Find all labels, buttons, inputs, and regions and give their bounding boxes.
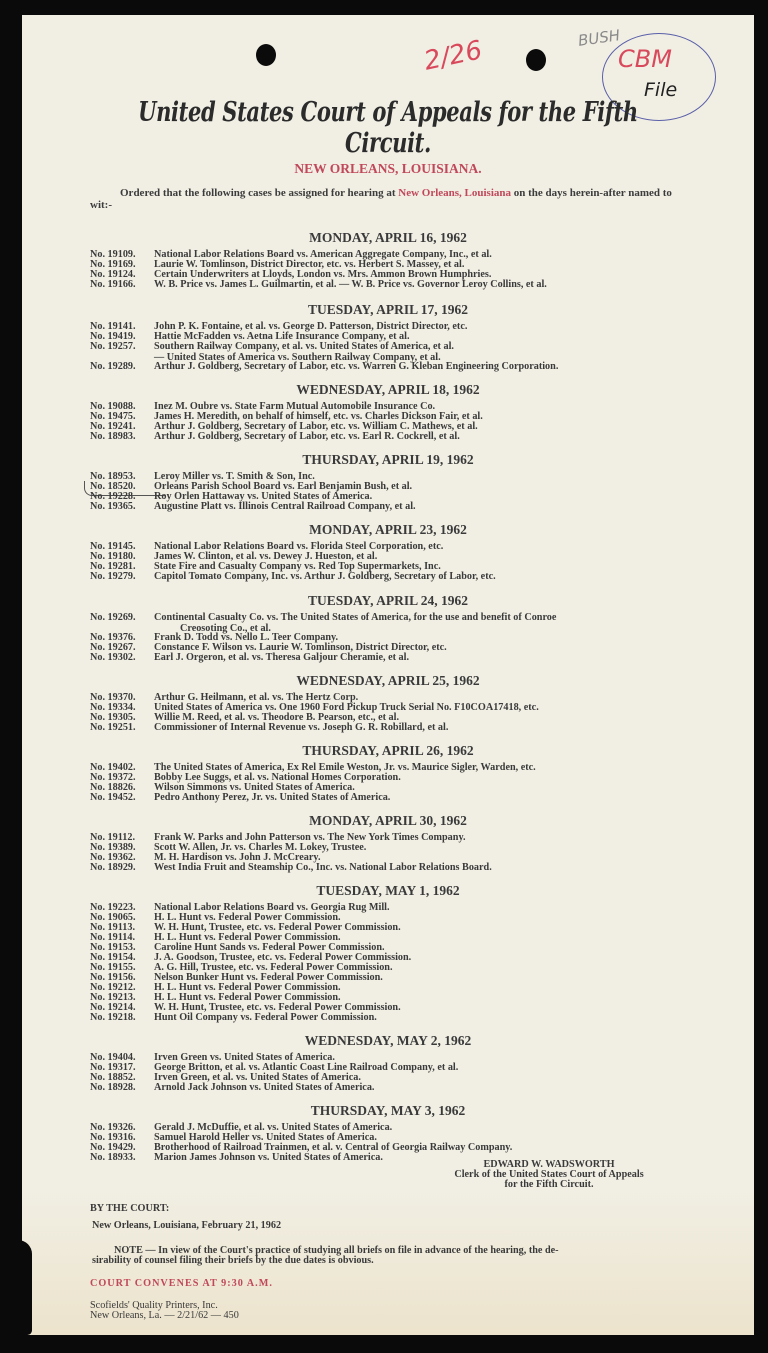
case-title: Earl J. Orgeron, et al. vs. Theresa Galjour Cheramie, et al. bbox=[154, 652, 410, 663]
case-number: No. 19155. bbox=[90, 962, 136, 973]
case-row bbox=[90, 793, 710, 803]
case-number: No. 19154. bbox=[90, 952, 136, 963]
day-heading: TUESDAY, APRIL 24, 1962 bbox=[308, 593, 468, 608]
case-number: No. 19372. bbox=[90, 772, 136, 783]
case-title: United States of America vs. One 1960 Ford Pickup Truck Serial No. F10COA17418, etc. bbox=[154, 702, 539, 713]
case-title: Orleans Parish School Board vs. Earl Benjamin Bush, et al. bbox=[154, 481, 413, 492]
case-number: No. 19166. bbox=[90, 279, 136, 290]
case-number: No. 19214. bbox=[90, 1002, 136, 1013]
case-number: No. 18929. bbox=[90, 862, 136, 873]
clerk-title-line2: for the Fifth Circuit. bbox=[504, 1179, 594, 1190]
case-number: No. 18983. bbox=[90, 431, 136, 442]
handwritten-date: 2/26 bbox=[421, 35, 485, 77]
day-heading: WEDNESDAY, MAY 2, 1962 bbox=[304, 1033, 472, 1048]
case-title: James W. Clinton, et al. vs. Dewey J. Hueston, et al. bbox=[154, 551, 378, 562]
case-number: No. 19267. bbox=[90, 642, 136, 653]
case-row bbox=[90, 613, 710, 623]
note-line2: sirability of counsel filing their briefs by the due dates is obvious. bbox=[92, 1255, 374, 1266]
case-title: Laurie W. Tomlinson, District Director, etc. vs. Herbert S. Massey, et al. bbox=[154, 259, 465, 270]
case-title-continuation: Creosoting Co., et al. bbox=[180, 623, 271, 634]
case-title: Irven Green, et al. vs. United States of America. bbox=[154, 1072, 361, 1083]
case-title: Augustine Platt vs. Illinois Central Railroad Company, et al. bbox=[154, 501, 416, 512]
case-title: Arthur J. Goldberg, Secretary of Labor, etc. vs. Warren G. Kleban Engineering Corporation. bbox=[154, 361, 559, 372]
day-heading: THURSDAY, APRIL 26, 1962 bbox=[302, 743, 474, 758]
case-number: No. 19289. bbox=[90, 361, 136, 372]
case-number: No. 19124. bbox=[90, 269, 136, 280]
punch-hole-right bbox=[526, 49, 546, 71]
case-title: Gerald J. McDuffie, et al. vs. United States of America. bbox=[154, 1122, 393, 1133]
case-title: Leroy Miller vs. T. Smith & Son, Inc. bbox=[154, 471, 315, 482]
court-city: NEW ORLEANS, LOUISIANA. bbox=[294, 161, 482, 176]
case-title: Southern Railway Company, et al. vs. United States of America, et al. bbox=[154, 341, 454, 352]
case-number: No. 19145. bbox=[90, 541, 136, 552]
case-row bbox=[90, 362, 710, 372]
case-title: H. L. Hunt vs. Federal Power Commission. bbox=[154, 982, 341, 993]
case-row bbox=[90, 432, 710, 442]
case-number: No. 19212. bbox=[90, 982, 136, 993]
case-title: Arthur J. Goldberg, Secretary of Labor, etc. vs. Earl R. Cockrell, et al. bbox=[154, 431, 460, 442]
case-row bbox=[90, 1083, 710, 1093]
case-number: No. 19281. bbox=[90, 561, 136, 572]
day-heading: MONDAY, APRIL 30, 1962 bbox=[309, 813, 467, 828]
case-number: No. 19153. bbox=[90, 942, 136, 953]
case-title: George Britton, et al. vs. Atlantic Coast Line Railroad Company, et al. bbox=[154, 1062, 459, 1073]
case-number: No. 19218. bbox=[90, 1012, 136, 1023]
case-title: Marion James Johnson vs. United States of America. bbox=[154, 1152, 383, 1163]
case-number: No. 19452. bbox=[90, 792, 136, 803]
day-heading: TUESDAY, APRIL 17, 1962 bbox=[308, 302, 468, 317]
order-location: New Orleans, Louisiana bbox=[398, 187, 512, 199]
case-title: Scott W. Allen, Jr. vs. Charles M. Lokey, Trustee. bbox=[154, 842, 367, 853]
case-title: H. L. Hunt vs. Federal Power Commission. bbox=[154, 912, 341, 923]
case-title: Brotherhood of Railroad Trainmen, et al. v. Central of Georgia Railway Company. bbox=[154, 1142, 513, 1153]
handwritten-name: BUSH bbox=[576, 26, 622, 50]
case-number: No. 19156. bbox=[90, 972, 136, 983]
case-number: No. 19251. bbox=[90, 722, 136, 733]
case-title: Arnold Jack Johnson vs. United States of America. bbox=[154, 1082, 375, 1093]
clerk-title-line1: Clerk of the United States Court of Appeals bbox=[454, 1169, 644, 1180]
day-heading: MONDAY, APRIL 16, 1962 bbox=[309, 230, 467, 245]
case-number: No. 19404. bbox=[90, 1052, 136, 1063]
case-title: National Labor Relations Board vs. Florida Steel Corporation, etc. bbox=[154, 541, 444, 552]
case-title: Willie M. Reed, et al. vs. Theodore B. Pearson, etc., et al. bbox=[154, 712, 400, 723]
case-number: No. 19169. bbox=[90, 259, 136, 270]
day-heading: THURSDAY, MAY 3, 1962 bbox=[310, 1103, 466, 1118]
case-title: Hattie McFadden vs. Aetna Life Insurance Company, et al. bbox=[154, 331, 410, 342]
case-row bbox=[90, 653, 710, 663]
case-title: Frank D. Todd vs. Nello L. Teer Company. bbox=[154, 632, 339, 643]
torn-edge bbox=[18, 1240, 32, 1335]
place-date: New Orleans, Louisiana, February 21, 1962 bbox=[92, 1220, 282, 1231]
case-row bbox=[90, 280, 710, 290]
case-number: No. 19316. bbox=[90, 1132, 136, 1143]
day-heading: THURSDAY, APRIL 19, 1962 bbox=[302, 452, 474, 467]
case-title: Samuel Harold Heller vs. United States of America. bbox=[154, 1132, 377, 1143]
day-heading: WEDNESDAY, APRIL 25, 1962 bbox=[296, 673, 480, 688]
case-number: No. 19088. bbox=[90, 401, 136, 412]
case-number: No. 19141. bbox=[90, 321, 136, 332]
case-title: State Fire and Casualty Company vs. Red Top Supermarkets, Inc. bbox=[154, 561, 441, 572]
case-number: No. 19370. bbox=[90, 692, 136, 703]
court-title: United States Court of Appeals for the Fifth Circuit. bbox=[138, 97, 638, 159]
case-number: No. 18852. bbox=[90, 1072, 136, 1083]
case-title: West India Fruit and Steamship Co., Inc. vs. National Labor Relations Board. bbox=[154, 862, 492, 873]
case-number: No. 18928. bbox=[90, 1082, 136, 1093]
printer-line2: New Orleans, La. — 2/21/62 — 450 bbox=[90, 1310, 239, 1321]
case-title: W. B. Price vs. James L. Guilmartin, et al. — W. B. Price vs. Governor Leroy Collins, et al. bbox=[154, 279, 547, 290]
case-title: Nelson Bunker Hunt vs. Federal Power Commission. bbox=[154, 972, 383, 983]
case-title: Arthur G. Heilmann, et al. vs. The Hertz Corp. bbox=[154, 692, 359, 703]
by-the-court: BY THE COURT: bbox=[90, 1203, 170, 1214]
case-title: Arthur J. Goldberg, Secretary of Labor, etc. vs. William C. Mathews, et al. bbox=[154, 421, 478, 432]
document-page bbox=[22, 15, 754, 1335]
case-title: National Labor Relations Board vs. American Aggregate Company, Inc., et al. bbox=[154, 249, 492, 260]
case-title: Constance F. Wilson vs. Laurie W. Tomlinson, District Director, etc. bbox=[154, 642, 447, 653]
case-number: No. 19180. bbox=[90, 551, 136, 562]
case-title: H. L. Hunt vs. Federal Power Commission. bbox=[154, 992, 341, 1003]
case-title: Pedro Anthony Perez, Jr. vs. United States of America. bbox=[154, 792, 391, 803]
day-heading: MONDAY, APRIL 23, 1962 bbox=[309, 522, 467, 537]
order-suffix: on the days herein-after named to wit:- bbox=[90, 187, 672, 211]
handwritten-file: File bbox=[644, 79, 678, 101]
note-line1: NOTE — In view of the Court's practice of studying all briefs on file in advance of the hearing, the de- bbox=[114, 1245, 559, 1256]
case-number: No. 18826. bbox=[90, 782, 136, 793]
case-title-continuation: — United States of America vs. Southern Railway Company, et al. bbox=[154, 352, 441, 363]
case-number: No. 19362. bbox=[90, 852, 136, 863]
case-title: James H. Meredith, on behalf of himself, etc. vs. Charles Dickson Fair, et al. bbox=[154, 411, 483, 422]
case-title: W. H. Hunt, Trustee, etc. vs. Federal Power Commission. bbox=[154, 922, 401, 933]
case-number: No. 19302. bbox=[90, 652, 136, 663]
case-number: No. 19228. bbox=[90, 491, 136, 502]
case-title: Continental Casualty Co. vs. The United States of America, for the use and benefit of Conroe bbox=[154, 612, 557, 623]
case-title: Wilson Simmons vs. United States of America. bbox=[154, 782, 355, 793]
clerk-signature bbox=[414, 1160, 684, 1190]
case-title: Hunt Oil Company vs. Federal Power Commission. bbox=[154, 1012, 377, 1023]
case-number: No. 19113. bbox=[90, 922, 135, 933]
case-title: Inez M. Oubre vs. State Farm Mutual Automobile Insurance Co. bbox=[154, 401, 436, 412]
case-number: No. 19305. bbox=[90, 712, 136, 723]
clerk-name: EDWARD W. WADSWORTH bbox=[483, 1159, 615, 1170]
case-row bbox=[90, 863, 710, 873]
case-number: No. 19241. bbox=[90, 421, 136, 432]
order-prefix: Ordered that the following cases be assigned for hearing at bbox=[120, 187, 396, 199]
case-title: Roy Orlen Hattaway vs. United States of America. bbox=[154, 491, 373, 502]
case-row bbox=[90, 723, 710, 733]
case-title: M. H. Hardison vs. John J. McCreary. bbox=[154, 852, 321, 863]
case-title: The United States of America, Ex Rel Emile Weston, Jr. vs. Maurice Sigler, Warden, etc. bbox=[154, 762, 536, 773]
case-title: Bobby Lee Suggs, et al. vs. National Homes Corporation. bbox=[154, 772, 401, 783]
case-title: Certain Underwriters at Lloyds, London vs. Mrs. Ammon Brown Humphries. bbox=[154, 269, 492, 280]
order-text bbox=[90, 187, 690, 211]
printer-line1: Scofields' Quality Printers, Inc. bbox=[90, 1300, 218, 1311]
case-number: No. 19317. bbox=[90, 1062, 136, 1073]
case-row bbox=[90, 342, 710, 352]
case-number: No. 19109. bbox=[90, 249, 136, 260]
case-number: No. 19389. bbox=[90, 842, 136, 853]
case-title: J. A. Goodson, Trustee, etc. vs. Federal Power Commission. bbox=[154, 952, 412, 963]
case-number: No. 19376. bbox=[90, 632, 136, 643]
case-title: Caroline Hunt Sands vs. Federal Power Commission. bbox=[154, 942, 385, 953]
case-number: No. 19279. bbox=[90, 571, 136, 582]
case-number: No. 19326. bbox=[90, 1122, 136, 1133]
case-number: No. 19223. bbox=[90, 902, 136, 913]
case-title: H. L. Hunt vs. Federal Power Commission. bbox=[154, 932, 341, 943]
case-number: No. 19213. bbox=[90, 992, 136, 1003]
case-title: Commissioner of Internal Revenue vs. Joseph G. R. Robillard, et al. bbox=[154, 722, 449, 733]
punch-hole-left bbox=[256, 44, 276, 66]
case-number: No. 19257. bbox=[90, 341, 136, 352]
case-number: No. 19402. bbox=[90, 762, 136, 773]
day-heading: TUESDAY, MAY 1, 1962 bbox=[316, 883, 460, 898]
case-row bbox=[90, 1013, 710, 1023]
case-number: No. 19065. bbox=[90, 912, 136, 923]
case-title: National Labor Relations Board vs. Georgia Rug Mill. bbox=[154, 902, 390, 913]
case-number: No. 18520. bbox=[90, 481, 136, 492]
case-title: Frank W. Parks and John Patterson vs. The New York Times Company. bbox=[154, 832, 466, 843]
case-number: No. 19429. bbox=[90, 1142, 136, 1153]
case-title: Irven Green vs. United States of America. bbox=[154, 1052, 335, 1063]
case-number: No. 19365. bbox=[90, 501, 136, 512]
court-convenes: COURT CONVENES AT 9:30 A.M. bbox=[90, 1278, 273, 1289]
case-number: No. 19114. bbox=[90, 932, 135, 943]
case-row bbox=[90, 572, 710, 582]
case-number: No. 19269. bbox=[90, 612, 136, 623]
handwritten-initials: CBM bbox=[618, 45, 672, 73]
case-title: Capitol Tomato Company, Inc. vs. Arthur J. Goldberg, Secretary of Labor, etc. bbox=[154, 571, 496, 582]
case-number: No. 19419. bbox=[90, 331, 136, 342]
day-heading: WEDNESDAY, APRIL 18, 1962 bbox=[296, 382, 480, 397]
case-number: No. 19475. bbox=[90, 411, 136, 422]
case-title: W. H. Hunt, Trustee, etc. vs. Federal Power Commission. bbox=[154, 1002, 401, 1013]
case-title: John P. K. Fontaine, et al. vs. George D. Patterson, District Director, etc. bbox=[154, 321, 468, 332]
case-number: No. 19112. bbox=[90, 832, 135, 843]
case-number: No. 19334. bbox=[90, 702, 136, 713]
case-number: No. 18953. bbox=[90, 471, 136, 482]
case-title: A. G. Hill, Trustee, etc. vs. Federal Power Commission. bbox=[154, 962, 393, 973]
case-row bbox=[90, 502, 710, 512]
case-number: No. 18933. bbox=[90, 1152, 136, 1163]
